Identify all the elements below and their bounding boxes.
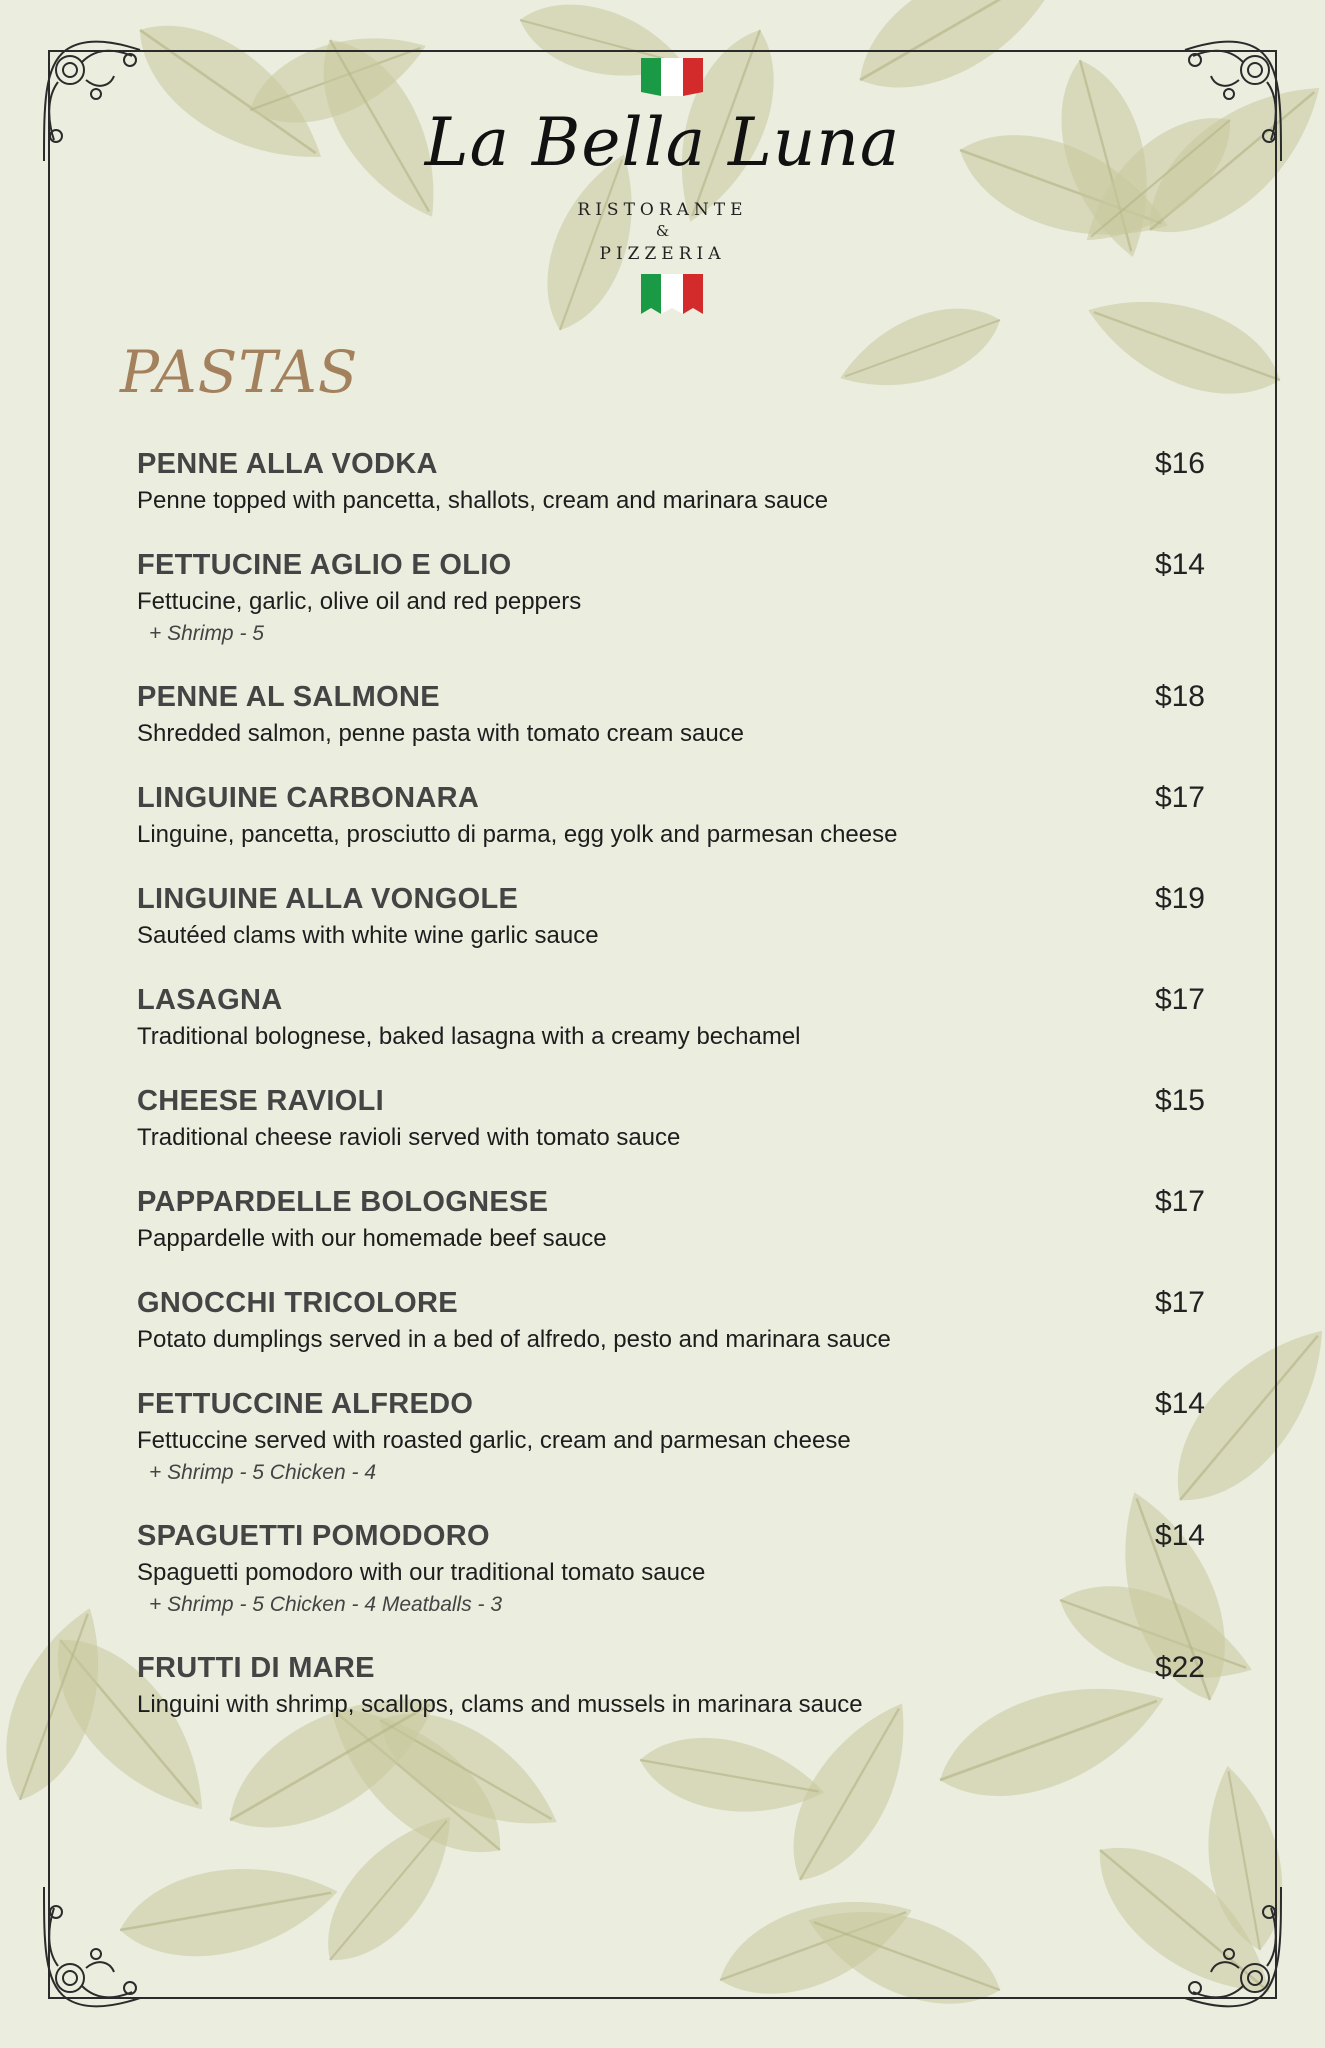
menu-item-name: PAPPARDELLE BOLOGNESE bbox=[137, 1186, 549, 1218]
ornament-corner-bottom-left-icon bbox=[36, 1882, 146, 2012]
menu-item bbox=[137, 1516, 1205, 1620]
section-title-pastas: PASTAS bbox=[120, 338, 359, 406]
menu-item-addons: + Shrimp - 5 Chicken - 4 Meatballs - 3 bbox=[149, 1593, 503, 1616]
menu-item-description: Traditional cheese ravioli served with tomato sauce bbox=[137, 1124, 681, 1151]
menu-item-description: Penne topped with pancetta, shallots, cream and marinara sauce bbox=[137, 487, 829, 514]
italian-flag-icon bbox=[641, 274, 703, 314]
menu-item-name: FETTUCINE AGLIO E OLIO bbox=[137, 549, 512, 581]
menu-item-description: Linguine, pancetta, prosciutto di parma, egg yolk and parmesan cheese bbox=[137, 821, 898, 848]
menu-item bbox=[137, 1384, 1205, 1488]
menu-item-price: $17 bbox=[1154, 1286, 1205, 1319]
menu-item-name: PENNE AL SALMONE bbox=[137, 681, 440, 713]
menu-item-price: $18 bbox=[1154, 680, 1205, 713]
menu-item bbox=[137, 879, 1205, 953]
restaurant-subtitle-ristorante: RISTORANTE bbox=[577, 200, 748, 220]
menu-item bbox=[137, 444, 1205, 518]
ornament-corner-bottom-right-icon bbox=[1179, 1882, 1289, 2012]
menu-item-price: $17 bbox=[1154, 781, 1205, 814]
menu-item-price: $15 bbox=[1154, 1084, 1205, 1117]
menu-item-price: $19 bbox=[1154, 882, 1205, 915]
menu-item bbox=[137, 980, 1205, 1054]
menu-item-price: $17 bbox=[1154, 1185, 1205, 1218]
menu-item-description: Traditional bolognese, baked lasagna with a creamy bechamel bbox=[137, 1023, 801, 1050]
menu-item bbox=[137, 677, 1205, 751]
restaurant-logo bbox=[0, 56, 1325, 316]
restaurant-subtitle-ampersand: & bbox=[655, 222, 670, 240]
menu-item bbox=[137, 1182, 1205, 1256]
menu-item-price: $14 bbox=[1154, 548, 1205, 581]
restaurant-name: La Bella Luna bbox=[424, 104, 901, 181]
menu-item-price: $14 bbox=[1154, 1519, 1205, 1552]
menu-item-description: Linguini with shrimp, scallops, clams and mussels in marinara sauce bbox=[137, 1691, 863, 1718]
menu-item-price: $17 bbox=[1154, 983, 1205, 1016]
menu-item-description: Fettucine, garlic, olive oil and red peppers bbox=[137, 588, 582, 615]
menu-item-description: Fettuccine served with roasted garlic, cream and parmesan cheese bbox=[137, 1427, 851, 1454]
menu-item bbox=[137, 1283, 1205, 1357]
menu-item-name: LINGUINE ALLA VONGOLE bbox=[137, 883, 519, 915]
menu-item-price: $14 bbox=[1154, 1387, 1205, 1420]
menu-item-name: LASAGNA bbox=[137, 984, 283, 1016]
restaurant-subtitle-pizzeria: PIZZERIA bbox=[599, 244, 726, 264]
menu-item-name: PENNE ALLA VODKA bbox=[137, 448, 438, 480]
menu-item-description: Shredded salmon, penne pasta with tomato cream sauce bbox=[137, 720, 745, 747]
menu-item-name: GNOCCHI TRICOLORE bbox=[137, 1287, 458, 1319]
menu-item-description: Sautéed clams with white wine garlic sauce bbox=[137, 922, 599, 949]
menu-item-price: $22 bbox=[1154, 1651, 1205, 1684]
menu-item bbox=[137, 1648, 1205, 1722]
menu-item bbox=[137, 545, 1205, 649]
menu-item-description: Spaguetti pomodoro with our traditional tomato sauce bbox=[137, 1559, 706, 1586]
menu-item bbox=[137, 778, 1205, 852]
menu-item-description: Potato dumplings served in a bed of alfredo, pesto and marinara sauce bbox=[137, 1326, 891, 1353]
menu-item-name: LINGUINE CARBONARA bbox=[137, 782, 480, 814]
menu-item-name: FETTUCCINE ALFREDO bbox=[137, 1388, 474, 1420]
italian-flag-icon bbox=[641, 58, 703, 98]
menu-item-name: CHEESE RAVIOLI bbox=[137, 1085, 384, 1117]
menu-item-name: FRUTTI DI MARE bbox=[137, 1652, 375, 1684]
menu-item-description: Pappardelle with our homemade beef sauce bbox=[137, 1225, 607, 1252]
menu-item-addons: + Shrimp - 5 Chicken - 4 bbox=[149, 1461, 377, 1484]
menu-item-price: $16 bbox=[1154, 447, 1205, 480]
menu-item-list bbox=[137, 444, 1205, 1722]
menu-item-name: SPAGUETTI POMODORO bbox=[137, 1520, 490, 1552]
menu-item-addons: + Shrimp - 5 bbox=[149, 622, 264, 645]
menu-item bbox=[137, 1081, 1205, 1155]
